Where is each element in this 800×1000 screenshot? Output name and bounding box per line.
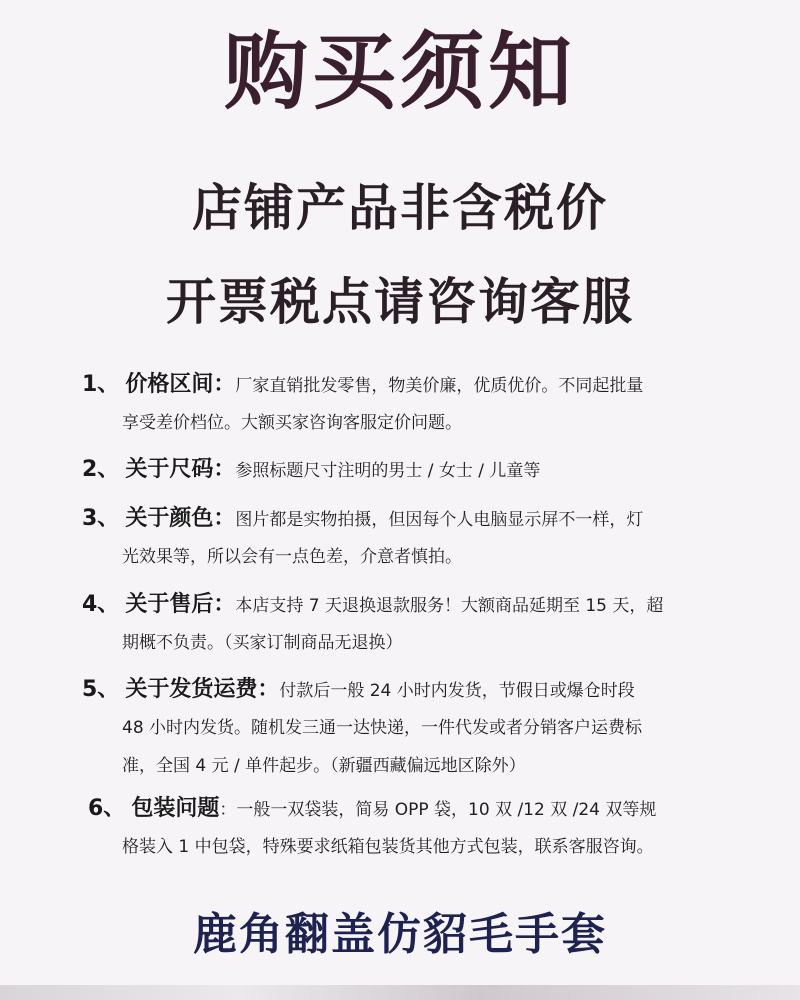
item-number: 5、: [82, 677, 120, 702]
item-text: 厂家直销批发零售，物美价廉，优质优价。不同起批量: [235, 376, 644, 396]
item-number: 1、: [82, 372, 120, 397]
item-text-continued: 光效果等，所以会有一点色差，介意者慎拍。: [122, 547, 462, 567]
item-heading: 关于颜色：: [125, 506, 236, 531]
item-text: 付款后一般 24 小时内发货，节假日或爆仓时段: [279, 681, 635, 701]
item-heading: 关于发货运费：: [125, 677, 280, 702]
notice-item-size: [82, 451, 782, 489]
item-text-continued: 享受差价档位。大额买家咨询客服定价问题。: [122, 413, 462, 433]
item-number: 3、: [82, 506, 120, 531]
item-text: 图片都是实物拍摄，但因每个人电脑显示屏不一样，灯: [235, 510, 644, 530]
item-text-continued: 准，全国 4 元 / 单件起步。（新疆西藏偏远地区除外）: [122, 756, 526, 776]
subtitle-tax-notice: 店铺产品非含税价: [192, 179, 608, 237]
notice-item-color: [82, 500, 782, 576]
subtitle-invoice-notice: 开票税点请咨询客服: [166, 273, 634, 331]
item-text: 本店支持 7 天退换退款服务！大额商品延期至 15 天，超: [235, 596, 664, 616]
item-text-continued: 48 小时内发货。随机发三通一达快递，一件代发或者分销客户运费标: [122, 718, 643, 738]
item-number: 2、: [82, 457, 120, 482]
notice-item-shipping: [82, 671, 782, 785]
item-heading: 关于售后：: [125, 592, 236, 617]
item-heading: 价格区间：: [125, 372, 236, 397]
item-text: 参照标题尺寸注明的男士 / 女士 / 儿童等: [235, 461, 541, 481]
product-photo-edge: [0, 985, 800, 1000]
page-title: 购买须知: [223, 23, 576, 121]
item-number: 6、: [88, 796, 126, 821]
item-text-continued: 期概不负责。（买家订制商品无退换）: [122, 633, 403, 653]
item-number: 4、: [82, 592, 120, 617]
item-heading: 关于尺码：: [125, 457, 236, 482]
item-text-continued: 格装入 1 中包袋，特殊要求纸箱包装货其他方式包装，联系客服咨询。: [122, 837, 654, 857]
notice-item-after-sales: [82, 586, 782, 662]
notice-item-price-range: [82, 366, 782, 442]
item-heading: 包装问题: [131, 796, 220, 821]
product-name-banner: 鹿角翻盖仿貂毛手套: [193, 909, 607, 960]
item-text: ：一般一双袋装，简易 OPP 袋，10 双 /12 双 /24 双等规: [219, 800, 657, 820]
notice-item-packaging: [88, 790, 788, 866]
